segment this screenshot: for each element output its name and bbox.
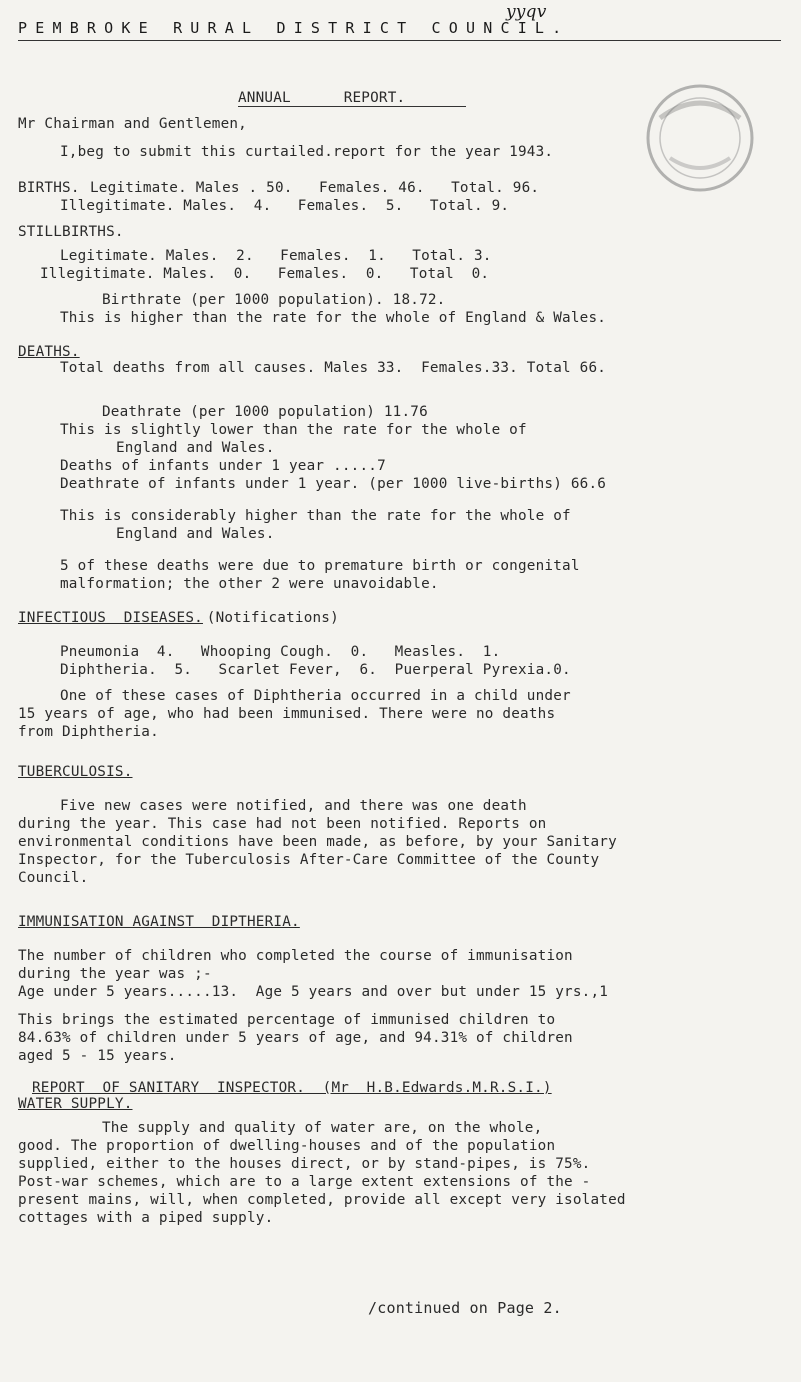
continued-note: /continued on Page 2. (368, 1299, 562, 1317)
deathrate: Deathrate (per 1000 population) 11.76 (102, 404, 428, 420)
heading-rule (238, 106, 466, 107)
tb-line-4: Inspector, for the Tuberculosis After-Care Committee of the County (18, 852, 600, 868)
stillbirths-legitimate: Legitimate. Males. 2. Females. 1. Total. 3. (60, 248, 492, 264)
imm-line-2: during the year was ;- (18, 966, 212, 982)
salutation: Mr Chairman and Gentlemen, (18, 116, 247, 132)
sanitary-label: REPORT OF SANITARY INSPECTOR. (Mr H.B.Edwards.M.R.S.I.) (32, 1080, 552, 1096)
infectious-row-2: Diphtheria. 5. Scarlet Fever, 6. Puerperal Pyrexia.0. (60, 662, 571, 678)
infectious-para-1: One of these cases of Diphtheria occurred in a child under (60, 688, 571, 704)
ref-mark: yyqv (506, 2, 547, 22)
deathrate-comparison: This is slightly lower than the rate for the whole of (60, 422, 527, 438)
deaths-causes: 5 of these deaths were due to premature birth or congenital (60, 558, 580, 574)
water-line-5: present mains, will, when completed, provide all except very isolated (18, 1192, 626, 1208)
infectious-sub: (Notifications) (198, 610, 339, 626)
library-stamp (640, 78, 760, 198)
infectious-para-3: from Diphtheria. (18, 724, 159, 740)
infant-comparison-2: England and Wales. (116, 526, 275, 542)
infectious-label: INFECTIOUS DISEASES. (18, 610, 203, 626)
tb-line-5: Council. (18, 870, 89, 886)
imm-line-3: Age under 5 years.....13. Age 5 years and over but under 15 yrs.,1 (18, 984, 609, 1000)
deaths-causes-2: malformation; the other 2 were unavoidable. (60, 576, 439, 592)
water-line-6: cottages with a piped supply. (18, 1210, 274, 1226)
deaths-total: Total deaths from all causes. Males 33. Females.33. Total 66. (60, 360, 607, 376)
intro-line: I,beg to submit this curtailed.report for the year 1943. (60, 144, 554, 160)
tb-line-3: environmental conditions have been made, as before, by your Sanitary (18, 834, 617, 850)
births-legitimate: Legitimate. Males . 50. Females. 46. Total. 96. (90, 180, 540, 196)
water-line-1: The supply and quality of water are, on the whole, (102, 1120, 543, 1136)
imm-line-6: aged 5 - 15 years. (18, 1048, 177, 1064)
report-heading: ANNUAL REPORT. (238, 90, 406, 106)
immunisation-label: IMMUNISATION AGAINST DIPTHERIA. (18, 914, 300, 930)
birthrate: Birthrate (per 1000 population). 18.72. (102, 292, 446, 308)
water-supply-label: WATER SUPPLY. (18, 1096, 133, 1112)
title-rule (18, 40, 781, 41)
imm-line-1: The number of children who completed the course of immunisation (18, 948, 573, 964)
deathrate-comparison-2: England and Wales. (116, 440, 275, 456)
council-title: PEMBROKE RURAL DISTRICT COUNCIL. (18, 19, 570, 37)
tuberculosis-label: TUBERCULOSIS. (18, 764, 133, 780)
stillbirths-illegitimate: Illegitimate. Males. 0. Females. 0. Total 0. (40, 266, 490, 282)
water-line-3: supplied, either to the houses direct, or by stand-pipes, is 75%. (18, 1156, 591, 1172)
infant-deaths: Deaths of infants under 1 year .....7 (60, 458, 386, 474)
water-line-2: good. The proportion of dwelling-houses and of the population (18, 1138, 556, 1154)
infant-comparison: This is considerably higher than the rate for the whole of (60, 508, 571, 524)
deaths-label: DEATHS. (18, 344, 80, 360)
infectious-para-2: 15 years of age, who had been immunised. There were no deaths (18, 706, 556, 722)
stillbirths-label: STILLBIRTHS. (18, 224, 124, 240)
births-illegitimate: Illegitimate. Males. 4. Females. 5. Total. 9. (60, 198, 510, 214)
tb-line-2: during the year. This case had not been notified. Reports on (18, 816, 547, 832)
births-label: BIRTHS. (18, 180, 80, 196)
water-line-4: Post-war schemes, which are to a large extent extensions of the - (18, 1174, 591, 1190)
imm-line-5: 84.63% of children under 5 years of age, and 94.31% of children (18, 1030, 573, 1046)
imm-line-4: This brings the estimated percentage of immunised children to (18, 1012, 556, 1028)
infant-deathrate: Deathrate of infants under 1 year. (per 1000 live-births) 66.6 (60, 476, 607, 492)
tb-line-1: Five new cases were notified, and there was one death (60, 798, 527, 814)
infectious-row-1: Pneumonia 4. Whooping Cough. 0. Measles. 1. (60, 644, 501, 660)
birthrate-comparison: This is higher than the rate for the whole of England & Wales. (60, 310, 607, 326)
